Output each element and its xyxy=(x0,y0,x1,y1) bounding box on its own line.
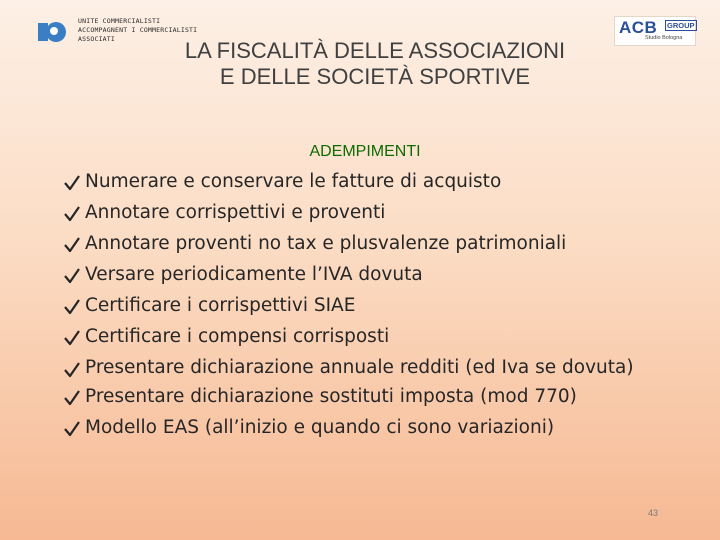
check-icon xyxy=(63,236,81,254)
list-item-text: Annotare proventi no tax e plusvalenze patrimoniali xyxy=(85,233,567,255)
list-item xyxy=(63,201,661,226)
slide-title xyxy=(120,38,630,90)
list-item-text: Presentare dichiarazione sostituti imposta (mod 770) xyxy=(85,386,577,408)
check-icon xyxy=(63,329,81,347)
check-icon xyxy=(63,361,81,379)
association-logo-icon xyxy=(38,17,68,47)
list-item-text: Numerare e conservare le fatture di acquisto xyxy=(85,171,502,192)
association-logo-line: UNITE COMMERCIALISTI xyxy=(78,17,161,25)
obligations-list xyxy=(63,170,661,447)
slide-title-line-2: E DELLE SOCIETÀ SPORTIVE xyxy=(219,64,531,89)
list-item xyxy=(63,357,661,379)
list-item xyxy=(63,263,661,288)
association-logo-line: ACCOMPAGNENT I COMMERCIALISTI xyxy=(78,26,198,34)
check-icon xyxy=(63,298,81,316)
check-icon xyxy=(63,267,81,285)
check-icon xyxy=(63,389,81,407)
check-icon xyxy=(63,420,81,438)
list-item xyxy=(63,232,661,257)
list-item xyxy=(63,170,661,195)
page-number: 43 xyxy=(648,508,659,518)
list-item xyxy=(63,294,661,319)
list-item xyxy=(63,325,661,350)
list-item-text: Certificare i corrispettivi SIAE xyxy=(85,295,356,317)
association-logo-line: ASSOCIATI xyxy=(78,35,116,43)
check-icon xyxy=(63,205,81,223)
list-item-text: Presentare dichiarazione annuale redditi (ed Iva se dovuta) xyxy=(85,356,634,378)
acb-logo-subtitle: Studio Bologna xyxy=(645,35,683,41)
list-item-text: Modello EAS (all’inizio e quando ci sono variazioni) xyxy=(85,417,555,439)
list-item-text: Versare periodicamente l’IVA dovuta xyxy=(85,264,423,286)
list-item xyxy=(63,416,661,441)
acb-logo-brand: ACB xyxy=(619,18,658,37)
list-item xyxy=(63,385,661,410)
slide-subtitle: ADEMPIMENTI xyxy=(309,143,421,160)
list-item-text: Annotare corrispettivi e proventi xyxy=(85,202,386,224)
list-item-text: Certificare i compensi corrisposti xyxy=(85,326,390,348)
check-icon xyxy=(63,174,81,192)
acb-logo-group: GROUP xyxy=(667,21,695,30)
slide-title-line-1: LA FISCALITÀ DELLE ASSOCIAZIONI xyxy=(184,38,566,63)
